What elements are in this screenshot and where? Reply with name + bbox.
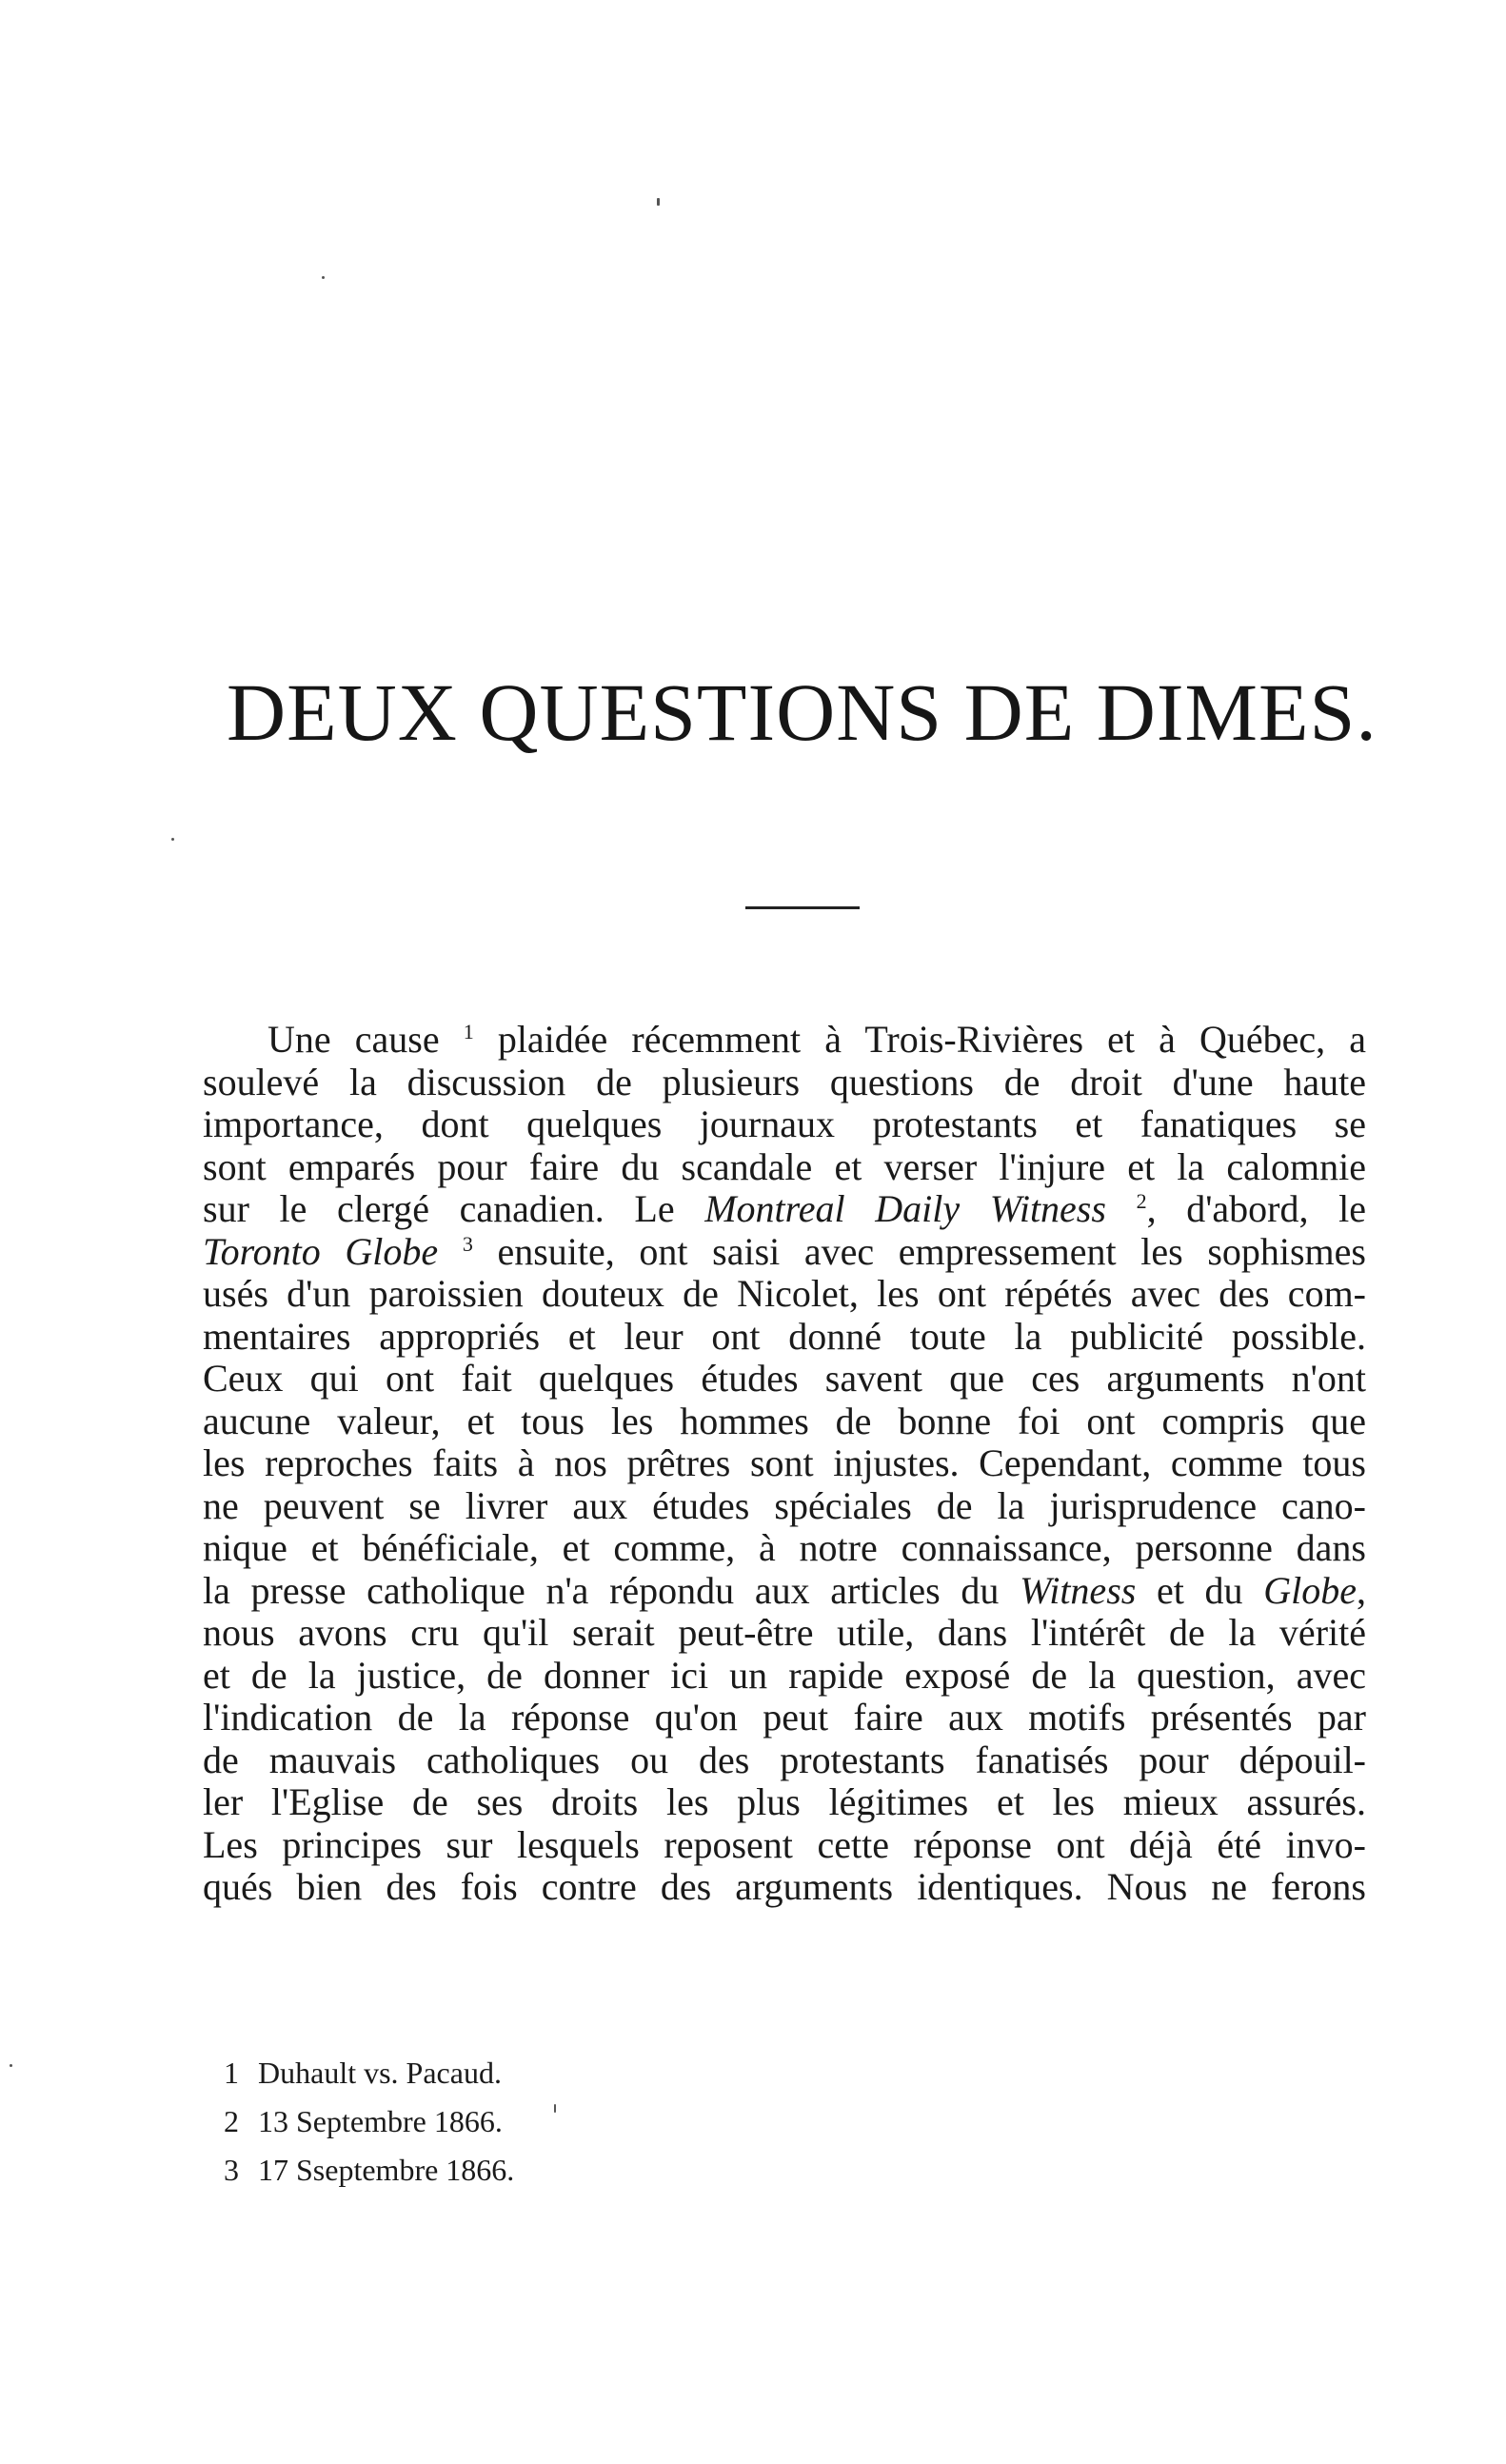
text-run: qués bien des fois contre des arguments identiques. Nous ne ferons (203, 1865, 1366, 1908)
text-line (203, 1358, 1366, 1401)
body-paragraph (203, 1019, 1366, 1909)
text-run: usés d'un paroissien douteux de Nicolet, les ont répétés avec des com- (203, 1272, 1366, 1315)
page-title: DEUX QUESTIONS DE DIMES. (227, 666, 1377, 758)
text-run: importance, dont quelques journaux protestants et fanatiques se (203, 1103, 1366, 1145)
italic-title: Globe (1263, 1568, 1357, 1612)
text-line (203, 1401, 1366, 1443)
footnote-text: 13 Septembre 1866. (258, 2104, 503, 2138)
text-run: plaidée récemment à Trois-Rivières et à Québec, a (473, 1018, 1366, 1061)
footnote-number: 2 (224, 2104, 239, 2138)
text-line (203, 1612, 1366, 1655)
text-run: l'indication de la réponse qu'on peut faire aux motifs présentés par (203, 1696, 1366, 1739)
print-speck (322, 276, 325, 279)
text-line (203, 1062, 1366, 1104)
text-line (203, 1231, 1366, 1274)
text-run: nique et bénéficiale, et comme, à notre connaissance, personne dans (203, 1526, 1366, 1569)
text-run (438, 1230, 463, 1273)
footnote-marker: 2 (1136, 1189, 1147, 1213)
text-line (203, 1273, 1366, 1316)
text-run: et de la justice, de donner ici un rapide exposé de la question, avec (203, 1653, 1366, 1697)
footnote-marker: 3 (462, 1231, 473, 1256)
footnote-number: 1 (224, 2056, 239, 2090)
text-line (203, 1655, 1366, 1698)
italic-title: Witness (1020, 1568, 1137, 1612)
text-run: la presse catholique n'a répondu aux articles du (203, 1568, 1021, 1612)
footnote-text: Duhault vs. Pacaud. (258, 2056, 502, 2090)
text-run: sont emparés pour faire du scandale et verser l'injure et la calomnie (203, 1144, 1366, 1188)
text-run: Une cause (268, 1018, 464, 1061)
text-run: ensuite, ont saisi avec empressement les sophismes (472, 1229, 1366, 1273)
text-line (203, 1570, 1366, 1613)
text-run: Les principes sur lesquels reposent cette réponse ont déjà été invo- (203, 1822, 1366, 1866)
text-run: de mauvais catholiques ou des protestants fanatisés pour dépouil- (203, 1738, 1366, 1781)
italic-title: Montreal Daily Witness (704, 1187, 1106, 1230)
text-line (203, 1739, 1366, 1782)
text-run: mentaires appropriés et leur ont donné toute la publicité possible. (203, 1314, 1366, 1358)
footnote-text: 17 Sseptembre 1866. (258, 2153, 515, 2187)
text-run (1106, 1187, 1137, 1230)
text-line (203, 1146, 1366, 1189)
text-run: , (1356, 1568, 1366, 1612)
footnote-marker: 1 (463, 1020, 474, 1043)
footnote (224, 2146, 514, 2195)
title-divider (745, 906, 860, 909)
print-speck (171, 838, 174, 841)
text-run: sur le clergé canadien. Le (203, 1187, 705, 1230)
text-line (203, 1316, 1366, 1359)
text-run: les reproches faits à nos prêtres sont injustes. Cependant, comme tous (203, 1441, 1366, 1484)
text-line (203, 1527, 1366, 1570)
italic-title: Toronto Globe (203, 1229, 439, 1273)
text-line (203, 1019, 1366, 1062)
footnote-number: 3 (224, 2153, 239, 2187)
print-speck (10, 2064, 12, 2067)
text-line (203, 1866, 1366, 1909)
text-run: ne peuvent se livrer aux études spéciales de la jurisprudence cano- (203, 1483, 1366, 1527)
footnote (224, 2049, 514, 2097)
text-run: et du (1136, 1568, 1264, 1612)
text-run: aucune valeur, et tous les hommes de bonne foi ont compris que (203, 1399, 1366, 1442)
footnote (224, 2097, 514, 2146)
text-line (203, 1103, 1366, 1146)
text-run: nous avons cru qu'il serait peut-être utile, dans l'intérêt de la vérité (203, 1611, 1366, 1654)
text-run: soulevé la discussion de plusieurs questions de droit d'une haute (203, 1060, 1366, 1103)
text-line (203, 1188, 1366, 1231)
text-run: Ceux qui ont fait quelques études savent que ces arguments n'ont (203, 1357, 1366, 1400)
print-speck (657, 198, 660, 206)
footnotes (224, 2049, 514, 2195)
text-line (203, 1781, 1366, 1824)
print-speck (554, 2104, 556, 2113)
text-run: , d'abord, le (1146, 1187, 1367, 1230)
text-line (203, 1442, 1366, 1485)
text-run: ler l'Eglise de ses droits les plus légitimes et les mieux assurés. (203, 1780, 1366, 1823)
text-line (203, 1824, 1366, 1867)
text-line (203, 1697, 1366, 1739)
text-line (203, 1485, 1366, 1528)
